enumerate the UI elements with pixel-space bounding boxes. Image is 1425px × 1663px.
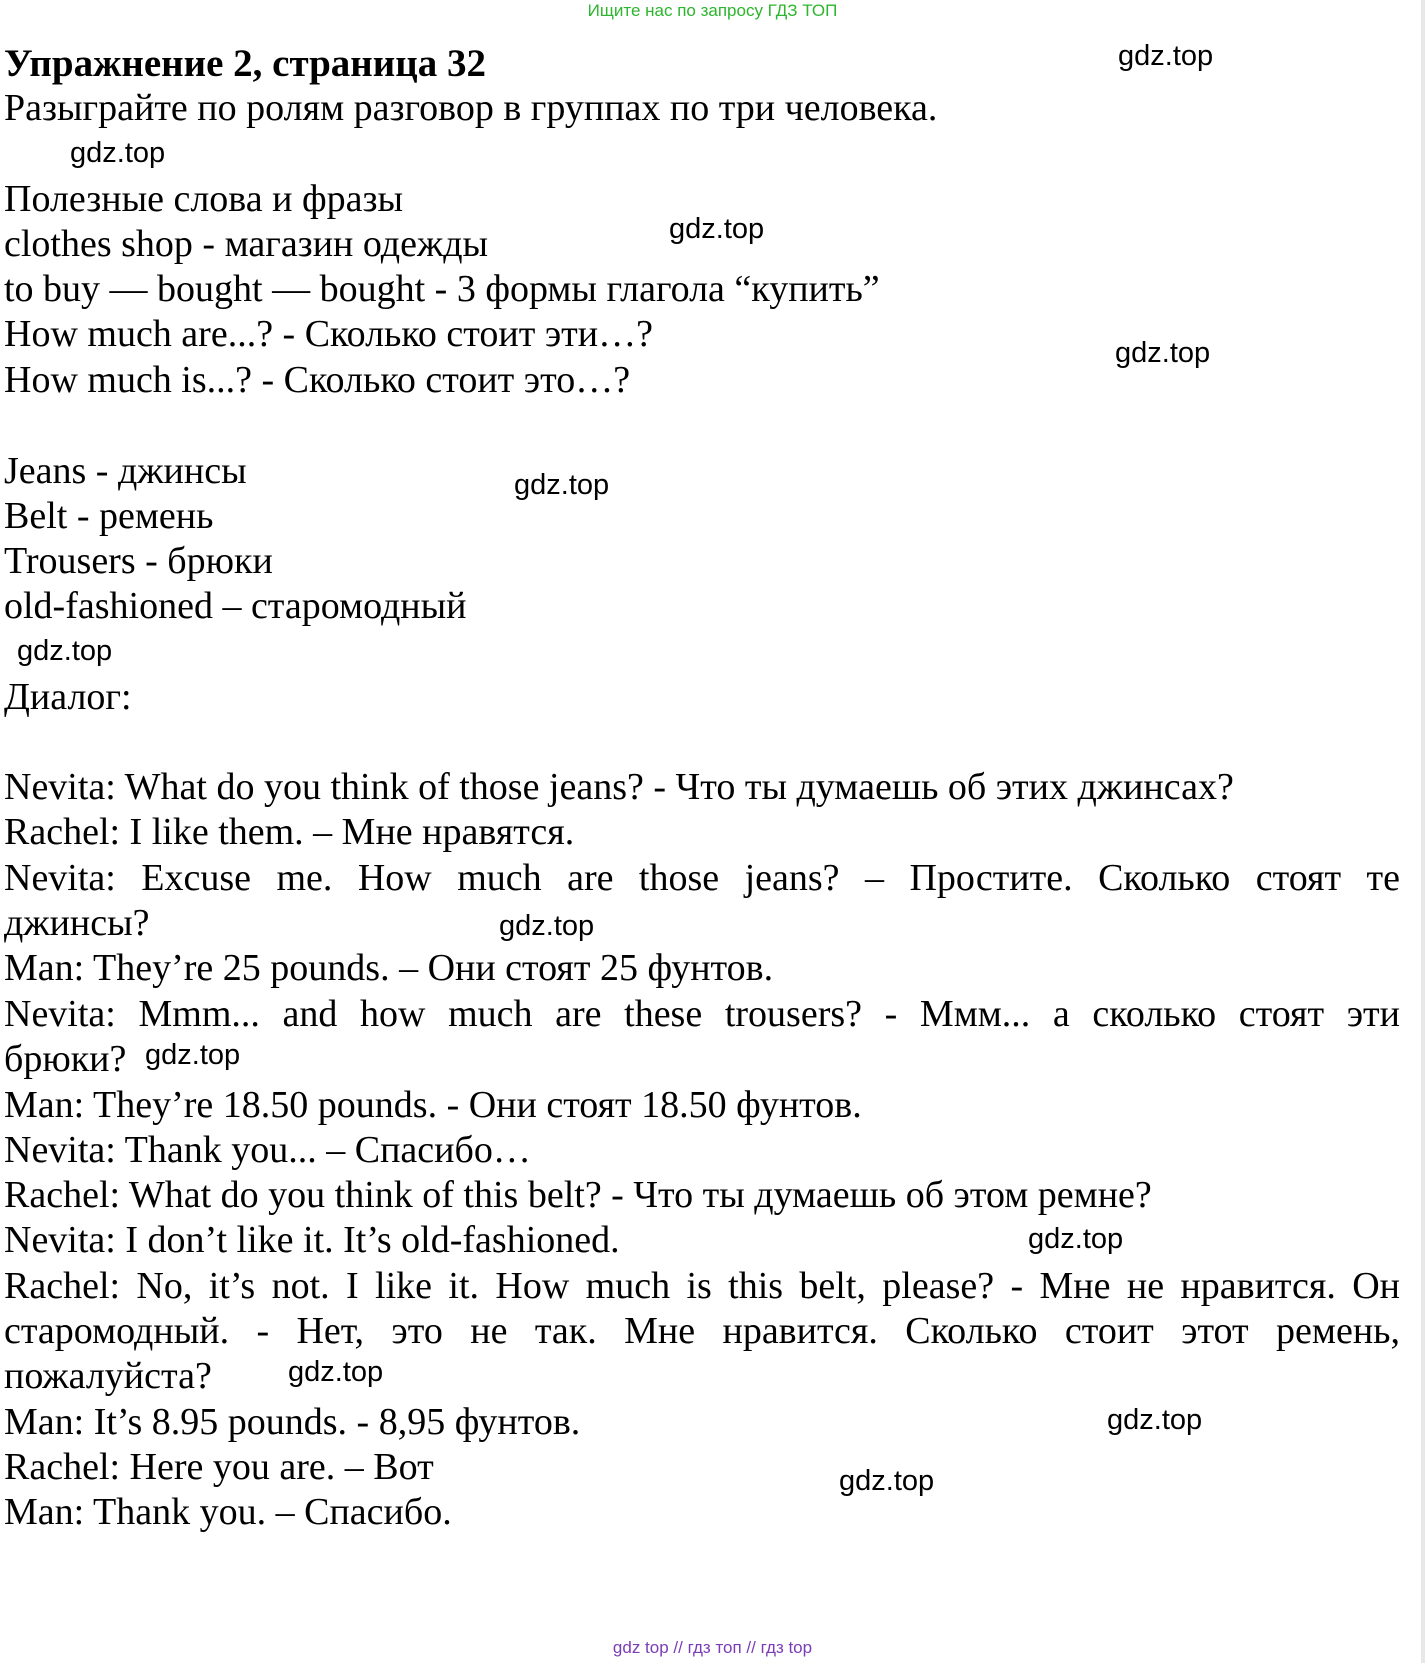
vocab-line: How much is...? - Сколько стоит это…? [4,359,631,401]
dialog-line: Rachel: Here you are. – Вот [4,1446,434,1488]
dialog-line: Rachel: No, it’s not. I like it. How much is this belt, please? - Мне не нравится. Он [4,1265,1400,1307]
vocab-line: How much are...? - Сколько стоит эти…? [4,313,653,355]
dialog-line: старомодный. - Нет, это не так. Мне нравится. Сколько стоит этот ремень, [4,1310,1400,1352]
watermark: gdz.top [499,910,595,942]
dialog-line: Nevita: Thank you... – Спасибо… [4,1129,531,1171]
watermark: gdz.top [1107,1404,1203,1436]
instruction-text: Разыграйте по ролям разговор в группах по три человека. [4,87,938,129]
dialog-line: Man: They’re 25 pounds. – Они стоят 25 фунтов. [4,947,774,989]
dialog-line: Man: They’re 18.50 pounds. - Они стоят 18.50 фунтов. [4,1084,862,1126]
dialog-line: Rachel: What do you think of this belt? - Что ты думаешь об этом ремне? [4,1174,1152,1216]
dialog-line: Nevita: What do you think of those jeans? - Что ты думаешь об этих джинсах? [4,766,1234,808]
watermark: gdz.top [1115,337,1211,369]
search-banner: Ищите нас по запросу ГДЗ ТОП [587,1,838,20]
watermark: gdz.top [288,1356,384,1388]
dialog-line: Man: Thank you. – Спасибо. [4,1491,452,1533]
dialog-heading: Диалог: [4,676,132,718]
exercise-title: Упражнение 2, страница 32 [4,42,486,85]
dialog-line: брюки? [4,1038,127,1080]
footer-links: gdz top // гдз топ // гдз top [612,1638,813,1657]
watermark: gdz.top [1118,40,1214,72]
watermark: gdz.top [17,635,113,667]
dialog-line: Nevita: Mmm... and how much are these trousers? - Ммм... а сколько стоят эти [4,993,1400,1035]
vocab-heading: Полезные слова и фразы [4,178,403,220]
vocab-line: to buy — bought — bought - 3 формы глагола “купить” [4,268,880,310]
dialog-line: Rachel: I like them. – Мне нравятся. [4,811,575,853]
item-line: Jeans - джинсы [4,450,247,492]
page-edge [1421,0,1425,1663]
dialog-line: пожалуйста? [4,1355,212,1397]
item-line: old-fashioned – старомодный [4,585,467,627]
dialog-line: Nevita: Excuse me. How much are those jeans? – Простите. Сколько стоят те [4,857,1400,899]
watermark: gdz.top [669,213,765,245]
item-line: Trousers - брюки [4,540,273,582]
watermark: gdz.top [839,1465,935,1497]
watermark: gdz.top [1028,1223,1124,1255]
watermark: gdz.top [70,137,166,169]
dialog-line: Man: It’s 8.95 pounds. - 8,95 фунтов. [4,1401,581,1443]
dialog-line: джинсы? [4,902,150,944]
watermark: gdz.top [514,469,610,501]
item-line: Belt - ремень [4,495,214,537]
vocab-line: clothes shop - магазин одежды [4,223,489,265]
watermark: gdz.top [145,1039,241,1071]
dialog-line: Nevita: I don’t like it. It’s old-fashioned. [4,1219,620,1261]
